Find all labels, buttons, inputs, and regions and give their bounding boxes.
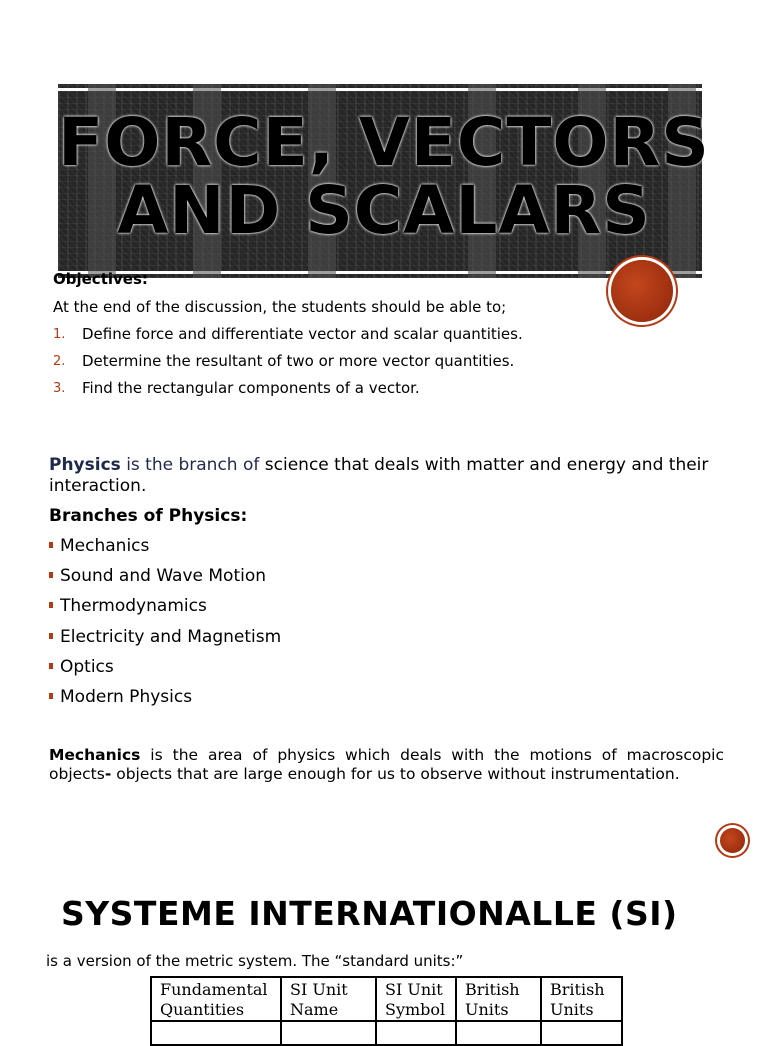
bullet-icon bbox=[49, 542, 53, 548]
table-row bbox=[151, 1021, 622, 1045]
list-item bbox=[49, 566, 449, 588]
table-cell bbox=[541, 1021, 622, 1045]
page-title-line-1: FORCE, VECTORS bbox=[58, 104, 710, 181]
table-header-cell bbox=[456, 977, 541, 1021]
objective-text: Define force and differentiate vector and scalar quantities. bbox=[82, 325, 523, 343]
header-text: Symbol bbox=[385, 1000, 446, 1019]
objective-item bbox=[53, 325, 673, 345]
decorative-circle-small bbox=[720, 828, 745, 853]
list-item bbox=[49, 536, 449, 558]
objective-number: 1. bbox=[53, 327, 66, 342]
physics-def-mid: is the branch of bbox=[120, 455, 265, 475]
list-item-label: Optics bbox=[60, 657, 114, 677]
list-item-label: Electricity and Magnetism bbox=[60, 627, 282, 647]
header-text: British bbox=[550, 980, 605, 999]
table-header-cell bbox=[151, 977, 281, 1021]
list-item bbox=[49, 657, 449, 679]
physics-term: Physics bbox=[49, 455, 121, 475]
header-text: Units bbox=[550, 1000, 594, 1019]
objective-item bbox=[53, 379, 673, 399]
si-subtitle: is a version of the metric system. The “standard units:” bbox=[46, 952, 464, 970]
header-text: SI Unit bbox=[290, 980, 348, 999]
header-text: Quantities bbox=[160, 1000, 245, 1019]
table-header-cell bbox=[281, 977, 376, 1021]
table-cell bbox=[151, 1021, 281, 1045]
objectives-intro: At the end of the discussion, the students should be able to; bbox=[53, 298, 507, 316]
mechanics-def-text-1: is the area of physics which deals with the motions of macroscopic objects bbox=[49, 746, 724, 783]
bullet-icon bbox=[49, 693, 53, 699]
table-cell bbox=[376, 1021, 456, 1045]
objective-text: Determine the resultant of two or more vector quantities. bbox=[82, 352, 515, 370]
objective-number: 3. bbox=[53, 381, 66, 396]
table-header-cell bbox=[376, 977, 456, 1021]
table-cell bbox=[456, 1021, 541, 1045]
objectives-heading: Objectives: bbox=[53, 270, 148, 288]
decorative-circle bbox=[611, 260, 673, 322]
si-heading: SYSTEME INTERNATIONALLE (SI) bbox=[61, 894, 678, 933]
objective-item bbox=[53, 352, 673, 372]
list-item-label: Mechanics bbox=[60, 536, 150, 556]
list-item-label: Sound and Wave Motion bbox=[60, 566, 267, 586]
page-title-line-2: AND SCALARS bbox=[117, 172, 651, 249]
table-header-cell bbox=[541, 977, 622, 1021]
bullet-icon bbox=[49, 663, 53, 669]
physics-definition bbox=[49, 455, 725, 497]
list-item bbox=[49, 687, 449, 709]
mechanics-def-dash: - bbox=[104, 765, 112, 783]
header-text: Units bbox=[465, 1000, 509, 1019]
table-header-row bbox=[151, 977, 622, 1021]
header-text: Name bbox=[290, 1000, 339, 1019]
mechanics-def-text-2: objects that are large enough for us to observe without instrumentation. bbox=[111, 765, 680, 783]
mechanics-definition bbox=[49, 746, 724, 784]
bullet-icon bbox=[49, 602, 53, 608]
bullet-icon bbox=[49, 572, 53, 578]
mechanics-term: Mechanics bbox=[49, 746, 141, 764]
list-item-label: Thermodynamics bbox=[60, 596, 207, 616]
branches-heading: Branches of Physics: bbox=[49, 506, 248, 526]
bullet-icon bbox=[49, 633, 53, 639]
list-item-label: Modern Physics bbox=[60, 687, 193, 707]
objective-number: 2. bbox=[53, 354, 66, 369]
header-text: British bbox=[465, 980, 520, 999]
table-cell bbox=[281, 1021, 376, 1045]
header-text: SI Unit bbox=[385, 980, 443, 999]
list-item bbox=[49, 596, 449, 618]
si-units-table bbox=[150, 976, 623, 1046]
physics-def-rest: science that deals with matter and energy and their interaction. bbox=[49, 455, 709, 496]
header-text: Fundamental bbox=[160, 980, 268, 999]
objective-text: Find the rectangular components of a vector. bbox=[82, 379, 420, 397]
list-item bbox=[49, 627, 449, 649]
